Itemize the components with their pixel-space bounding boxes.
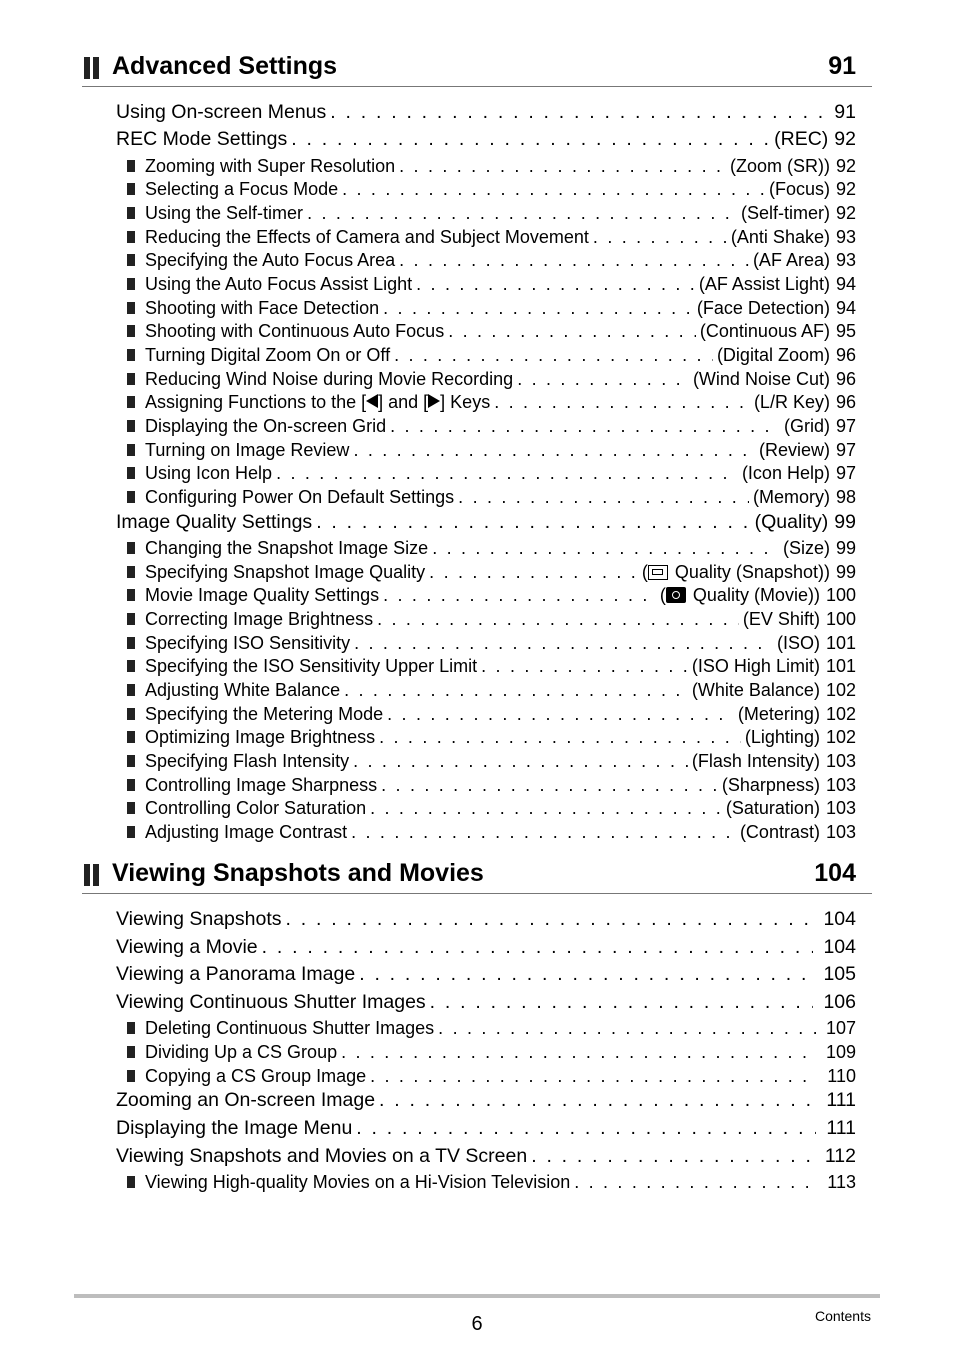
section-page-number: 104	[814, 859, 856, 887]
bullet-icon	[127, 160, 135, 172]
bullet-icon	[127, 467, 135, 479]
toc-subentry[interactable]: Turning on Image Review . . . (Review) 97	[127, 440, 856, 461]
bullet-icon	[127, 1070, 135, 1082]
toc-subentry[interactable]: Adjusting Image Contrast . . . (Contrast) 103	[127, 822, 856, 843]
toc-subentry[interactable]: Controlling Color Saturation . . . (Saturation) 103	[127, 798, 856, 819]
bullet-icon	[127, 589, 135, 601]
toc-subentry[interactable]: Displaying the On-screen Grid . . . (Grid) 97	[127, 416, 856, 437]
toc-subentry[interactable]: Specifying ISO Sensitivity . . . (ISO) 101	[127, 633, 856, 654]
toc-entry-menu-key: (Quality)	[754, 511, 829, 533]
toc-subentry[interactable]: Viewing High-quality Movies on a Hi-Vision Television . . . 113	[127, 1172, 856, 1193]
toc-subentry[interactable]: Specifying the ISO Sensitivity Upper Limit . . . (ISO High Limit) 101	[127, 656, 856, 677]
snapshot-quality-icon	[648, 565, 668, 580]
section-marker-icon	[84, 864, 102, 891]
toc-entry-label: Image Quality Settings	[116, 511, 313, 533]
bullet-icon	[127, 755, 135, 767]
toc-subentry[interactable]: Zooming with Super Resolution . . . (Zoom (SR)) 92	[127, 156, 856, 177]
footer-divider	[74, 1294, 880, 1298]
section-header-viewing-snapshots-and-movies	[82, 861, 872, 894]
bullet-icon	[127, 1046, 135, 1058]
toc-subentry[interactable]: Changing the Snapshot Image Size . . . (Size) 99	[127, 538, 856, 559]
bullet-icon	[127, 183, 135, 195]
bullet-icon	[127, 708, 135, 720]
page-number: 6	[471, 1313, 483, 1335]
toc-entry-page: 91	[834, 101, 856, 123]
toc-subentry[interactable]: Specifying the Metering Mode . . . (Metering) 102	[127, 704, 856, 725]
toc-subentry[interactable]: Using the Auto Focus Assist Light . . . (AF Assist Light) 94	[127, 274, 856, 295]
toc-subentry[interactable]: Assigning Functions to the [ ] and [ ] Keys . . . (L/R Key) 96	[127, 392, 856, 413]
bullet-icon	[127, 254, 135, 266]
bullet-icon	[127, 566, 135, 578]
toc-entry[interactable]	[116, 511, 856, 534]
bullet-icon	[127, 684, 135, 696]
bullet-icon	[127, 542, 135, 554]
bullet-icon	[127, 444, 135, 456]
toc-entry[interactable]: Viewing Continuous Shutter Images . . . 106	[116, 991, 856, 1014]
toc-entry[interactable]: Viewing a Movie . . . 104	[116, 936, 856, 959]
toc-entry-menu-key: (REC)	[774, 128, 829, 150]
toc-subentry[interactable]: Adjusting White Balance . . . (White Balance) 102	[127, 680, 856, 701]
toc-subentry[interactable]: Shooting with Face Detection . . . (Face Detection) 94	[127, 298, 856, 319]
toc-entry-label: REC Mode Settings	[116, 128, 288, 150]
bullet-icon	[127, 802, 135, 814]
toc-subentry[interactable]: Using the Self-timer . . . (Self-timer) 92	[127, 203, 856, 224]
toc-entry[interactable]: Zooming an On-screen Image . . . 111	[116, 1089, 856, 1112]
toc-subentry[interactable]: Optimizing Image Brightness . . . (Lighting) 102	[127, 727, 856, 748]
bullet-icon	[127, 325, 135, 337]
toc-subentry[interactable]: Correcting Image Brightness . . . (EV Shift) 100	[127, 609, 856, 630]
bullet-icon	[127, 349, 135, 361]
toc-subentry[interactable]: Turning Digital Zoom On or Off . . . (Digital Zoom) 96	[127, 345, 856, 366]
toc-subentry[interactable]: Reducing the Effects of Camera and Subject Movement . . . (Anti Shake) 93	[127, 227, 856, 248]
bullet-icon	[127, 396, 135, 408]
toc-subentry[interactable]: Controlling Image Sharpness . . . (Sharpness) 103	[127, 775, 856, 796]
toc-entry-page: 99	[834, 511, 856, 533]
section-header-advanced-settings	[82, 54, 872, 87]
bullet-icon	[127, 1176, 135, 1188]
bullet-icon	[127, 278, 135, 290]
section-page-number: 91	[828, 52, 856, 80]
toc-subentry[interactable]: Shooting with Continuous Auto Focus . . . (Continuous AF) 95	[127, 321, 856, 342]
bullet-icon	[127, 613, 135, 625]
toc-subentry[interactable]: Configuring Power On Default Settings . . . (Memory) 98	[127, 487, 856, 508]
bullet-icon	[127, 660, 135, 672]
left-arrow-key-icon	[366, 394, 378, 408]
toc-subentry[interactable]: Specifying Snapshot Image Quality . . . ( Quality (Snapshot)) 99	[127, 562, 856, 583]
toc-subentry[interactable]: Copying a CS Group Image . . . 110	[127, 1066, 856, 1087]
bullet-icon	[127, 779, 135, 791]
toc-subentry[interactable]: Specifying Flash Intensity . . . (Flash Intensity) 103	[127, 751, 856, 772]
toc-subentry[interactable]: Movie Image Quality Settings . . . ( Quality (Movie)) 100	[127, 585, 856, 606]
section-title: Advanced Settings	[112, 52, 338, 80]
bullet-icon	[127, 420, 135, 432]
toc-entry[interactable]	[116, 128, 856, 151]
toc-entry[interactable]: Viewing a Panorama Image . . . 105	[116, 963, 856, 986]
toc-entry[interactable]	[116, 101, 856, 124]
toc-subentry[interactable]: Deleting Continuous Shutter Images . . . 107	[127, 1018, 856, 1039]
bullet-icon	[127, 637, 135, 649]
section-marker-icon	[84, 57, 102, 84]
toc-entry[interactable]: Viewing Snapshots . . . 104	[116, 908, 856, 931]
bullet-icon	[127, 826, 135, 838]
toc-entry[interactable]: Displaying the Image Menu . . . 111	[116, 1117, 856, 1140]
toc-subentry[interactable]: Specifying the Auto Focus Area . . . (AF Area) 93	[127, 250, 856, 271]
bullet-icon	[127, 731, 135, 743]
section-title: Viewing Snapshots and Movies	[112, 859, 484, 887]
footer-section-label: Contents	[814, 1308, 871, 1324]
bullet-icon	[127, 1022, 135, 1034]
toc-subentry[interactable]: Using Icon Help . . . (Icon Help) 97	[127, 463, 856, 484]
right-arrow-key-icon	[428, 394, 440, 408]
toc-subentry[interactable]: Dividing Up a CS Group . . . 109	[127, 1042, 856, 1063]
bullet-icon	[127, 302, 135, 314]
bullet-icon	[127, 231, 135, 243]
toc-entry[interactable]: Viewing Snapshots and Movies on a TV Screen . . . 112	[116, 1145, 856, 1168]
bullet-icon	[127, 207, 135, 219]
toc-entry-label: Using On-screen Menus	[116, 101, 327, 123]
movie-quality-icon	[666, 587, 686, 603]
toc-subentry[interactable]: Reducing Wind Noise during Movie Recording . . . (Wind Noise Cut) 96	[127, 369, 856, 390]
toc-entry-page: 92	[834, 128, 856, 150]
bullet-icon	[127, 373, 135, 385]
bullet-icon	[127, 491, 135, 503]
toc-subentry[interactable]: Selecting a Focus Mode . . . (Focus) 92	[127, 179, 856, 200]
